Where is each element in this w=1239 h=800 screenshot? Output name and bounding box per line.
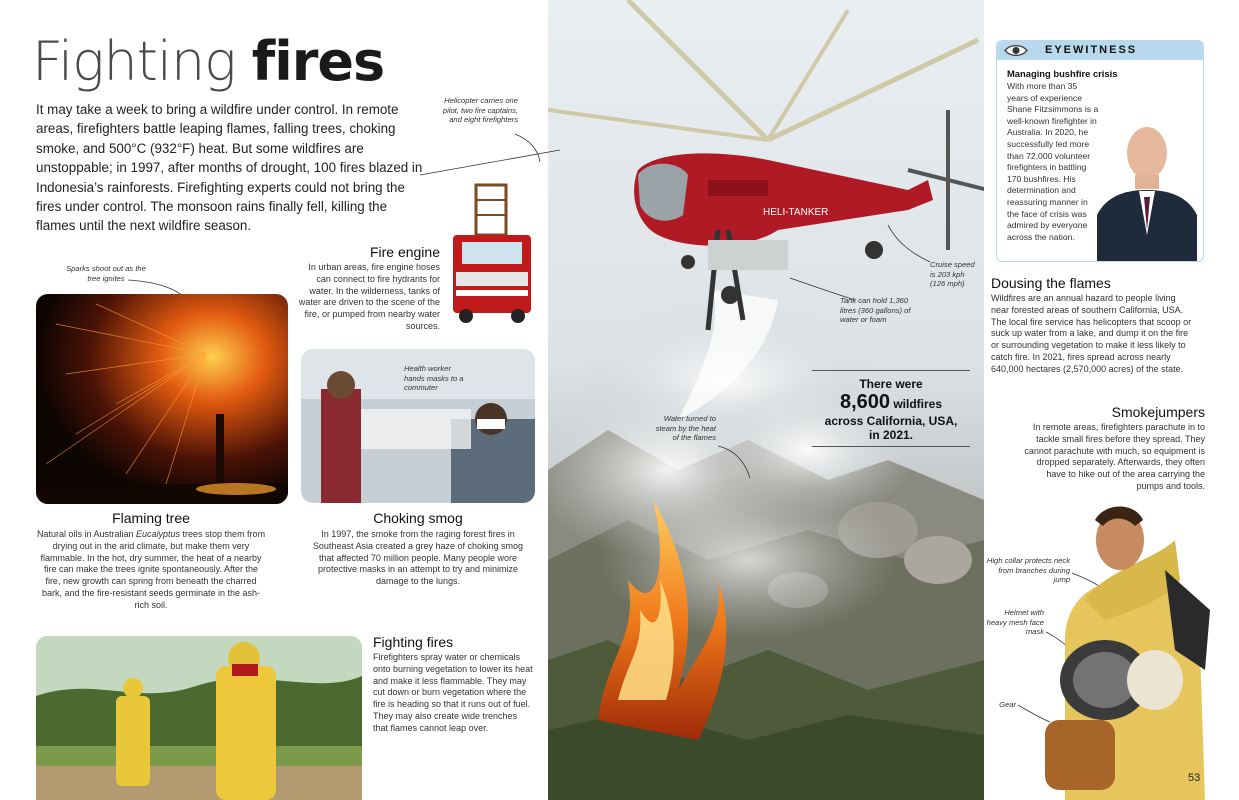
collar-caption: High collar protects neck from branches during jump xyxy=(986,556,1070,585)
fire-engine-heading: Fire engine xyxy=(369,244,440,260)
smokejumpers-heading: Smokejumpers xyxy=(1111,404,1205,420)
eyewitness-text-top-extension xyxy=(1097,81,1197,105)
page-number: 53 xyxy=(1188,772,1201,784)
firefighters-photo xyxy=(36,636,362,800)
helmet-caption: Helmet with heavy mesh face mask xyxy=(986,608,1044,637)
eyewitness-header xyxy=(997,41,1203,60)
cruise-caption: Cruise speed is 203 kph (126 mph) xyxy=(930,260,975,289)
gear-caption: Gear xyxy=(999,700,1016,709)
smokejumpers-text: In remote areas, firefighters parachute in to tackle small fires before they spread. They cannot parachute with much, so equipment is dropped separately. Afterwards, they often have to hike out of the area carrying the pumps and tools. xyxy=(1024,422,1205,491)
choking-smog-heading: Choking smog xyxy=(373,510,463,526)
eyewitness-box xyxy=(996,40,1204,262)
portrait-photo xyxy=(1097,105,1197,262)
helicopter-caption: Helicopter carries one pilot, two fire captains, and eight firefighters xyxy=(442,96,518,125)
stat-line2: 8,600 wildfires xyxy=(839,391,943,413)
tank-caption: Tank can hold 1,360 litres (360 gallons) of water or foam xyxy=(840,296,911,325)
flaming-tree-heading: Flaming tree xyxy=(112,510,190,526)
dousing-text: Wildfires are an annual hazard to people living near forested areas of southern California, USA. The local fire service has helicopters that scoop or suck up water from a lake, and dump it on the fire or surrounding vegetation to make it less likely to catch fire. In 2021, fires spread across nearly 640,000 hectares (2,570,000 acres) of the state. xyxy=(991,293,1192,374)
eye-icon xyxy=(1003,41,1029,60)
fighting-fires-text: Firefighters spray water or chemicals onto burning vegetation to lower its heat and make it less flammable. They may cut down or burn vegetation where the fire is heading so that it runs out of fuel. They may also create wide trenches that flames cannot leap over. xyxy=(373,652,533,733)
flaming-tree-text: Natural oils in Australian Eucalyptus trees stop them from drying out in the arid climate, but make them very flammable. In the hot, dry summer, the heat of a nearby fire can make the trees ignite spontaneously. After the fire, new growth can spring from beneath the charred bark, and the fire-resistant seeds germinate in the ash-rich soil. xyxy=(36,529,266,610)
eyewitness-subheading: Managing bushfire crisis xyxy=(1007,68,1118,79)
wildfire-stat xyxy=(812,370,970,447)
sparks-caption: Sparks shoot out as the tree ignites xyxy=(66,264,146,283)
fire-engine-illustration xyxy=(448,180,538,325)
stat-line3: across California, USA, xyxy=(824,414,958,428)
smokejumper-photo xyxy=(1025,500,1217,800)
dousing-heading: Dousing the flames xyxy=(991,275,1111,291)
flaming-tree-photo xyxy=(36,294,288,504)
choking-smog-text: In 1997, the smoke from the raging forest fires in Southeast Asia created a grey haze of choking smog that affected 70 million people. Many people wore protective masks in an attempt to try and minimize damage to the lungs. xyxy=(312,529,524,587)
eyewitness-text: With more than 35 years of experience Shane Fitzsimmons is a well-known firefighter in Australia. In 2020, he successfully led more than 72,000 volunteer firefighters in battling 170 bushfires. His determination and reassuring manner in the face of crisis was admired by everyone across the nation. xyxy=(1007,81,1099,242)
stat-line4: in 2021. xyxy=(868,428,914,442)
eyewitness-label: EYEWITNESS xyxy=(1045,44,1138,56)
intro-paragraph: It may take a week to bring a wildfire under control. In remote areas, firefighters battle leaping flames, falling trees, choking smoke, and 500°C (932°F) heat. But some wildfires are unstoppable; in 1997, after months of drought, 100 fires blazed in Indonesia’s rainforests. Firefighting experts could not bring the fires under control. The monsoon rains finally fell, killing the flames until the next wildfire season. xyxy=(36,102,423,234)
fighting-fires-heading: Fighting fires xyxy=(373,634,454,650)
page-title: Fighting fires xyxy=(32,30,385,93)
helicopter-marking: HELI-TANKER xyxy=(763,207,829,218)
stat-line1: There were xyxy=(859,377,923,391)
steam-caption: Water turned to steam by the heat of the flames xyxy=(655,414,716,443)
fire-engine-text: In urban areas, fire engine hoses can connect to fire hydrants for water. In the wilderness, tanks of water are driven to the scene of the fire, or pumped from nearby water sources. xyxy=(298,262,440,331)
health-worker-caption: Health worker hands masks to a commuter xyxy=(404,364,464,393)
